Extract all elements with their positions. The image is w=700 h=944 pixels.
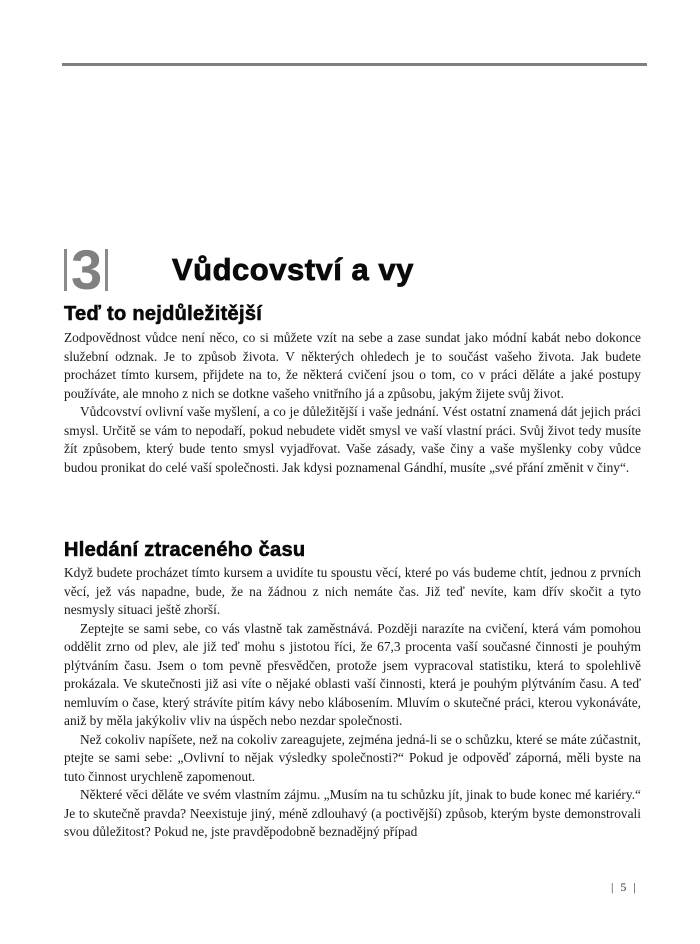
section-2-body [64, 564, 641, 842]
paragraph: Zodpovědnost vůdce není něco, co si můžete vzít na sebe a zase sundat jako módní kabát nebo dokonce služební odznak. Je to způsob života. V některých ohledech je to součást vašeho života. Jak budete procházet tímto kursem, přijdete na to, že některá cvičení jsou o tom, co v práci děláte a jaké postupy používáte, ale mnoho z nich se dotkne vašeho vnitřního já a způsobu, jakým žijete svůj život. [64, 330, 641, 401]
paragraph: Některé věci děláte ve svém vlastním zájmu. „Musím na tu schůzku jít, jinak to bude konec mé kariéry.“ Je to skutečně pravda? Neexistuje jiný, méně zdlouhavý (a poctivější) způsob, kterým byste demonstrovali svou důležitost? Pokud ne, jste pravděpodobně beznadějný případ [64, 787, 641, 839]
page-number-value: 5 [620, 880, 629, 894]
section-heading-2: Hledání ztraceného času [64, 539, 306, 561]
section-heading-1: Teď to nejdůležitější [64, 303, 263, 325]
chapter-number-block [64, 238, 108, 301]
chapter-title: Vůdcovství a vy [172, 252, 414, 287]
paragraph: Zeptejte se sami sebe, co vás vlastně tak zaměstnává. Později narazíte na cvičení, která vám pomohou oddělit zrno od plev, ale již teď mohu s jistotou říci, že 67,3 procenta vaší současné činnosti je pouhým plýtváním času. Jsem o tom pevně přesvědčen, protože jsem vypracoval statistiku, která to spolehlivě prokázala. Ve skutečnosti již asi víte o nějaké oblasti vaší činnosti, která je pouhým plýtváním času. A teď nemluvím o čase, který strávíte pitím kávy nebo klábosením. Mluvím o skutečné práci, kterou vykonáváte, aniž by měla jakýkoliv vliv na úspěch nebo nezdar společnosti. [64, 620, 641, 728]
paragraph: Vůdcovství ovlivní vaše myšlení, a co je důležitější i vaše jednání. Vést ostatní znamená dát jejich práci smysl. Určitě se vám to nepodaří, pokud nebudete vidět smysl ve vaší vlastní práci. Svůj život tedy musíte žít způsobem, který bude tento smysl vyjadřovat. Vaše zásady, vaše činy a vaše myšlenky coby vůdce budou pronikat do celé vaší společnosti. Jak kdysi poznamenal Gándhí, musíte „své přání změnit v činy“. [64, 404, 641, 475]
paragraph: Než cokoliv napíšete, než na cokoliv zareagujete, zejména jedná-li se o schůzku, které se máte zúčastnit, ptejte se sami sebe: „Ovlivní to nějak výsledky společnosti?“ Pokud je odpověď záporná, měli byste na tuto činnost urychleně zapomenout. [64, 731, 641, 784]
section-1-body [64, 329, 641, 477]
chapter-bar-right [105, 249, 108, 291]
chapter-number: 3 [71, 238, 102, 301]
page-number: | 5 | [611, 880, 638, 894]
paragraph: Když budete procházet tímto kursem a uvidíte tu spoustu věcí, které po vás budeme chtít, jednou z prvních věcí, jež vás napadne, bude, že na žádnou z nich nemáte čas. Již teď nevíte, kam dřív skočit a tyto nesmysly situaci ještě zhorší. [64, 565, 641, 617]
chapter-bar-left [64, 249, 67, 291]
header-rule [62, 63, 647, 66]
